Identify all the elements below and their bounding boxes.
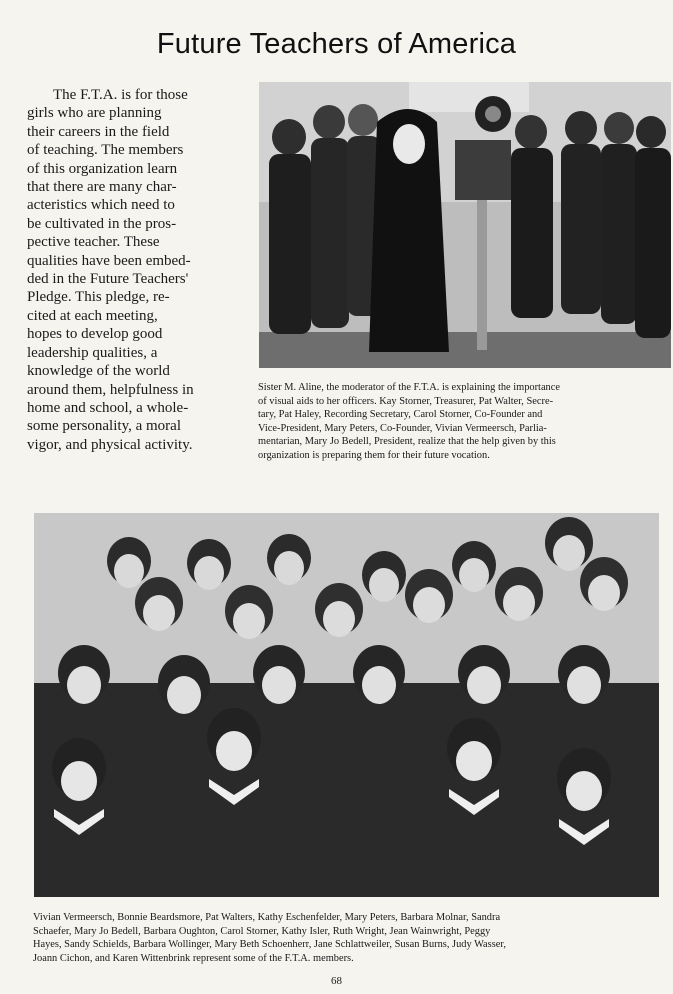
caption-line: Vivian Vermeersch, Bonnie Beardsmore, Pat Walters, Kathy Eschenfelder, Mary Peters, Barbara Molnar, Sandra <box>33 912 501 923</box>
intro-line: be cultivated in the pros- <box>27 215 177 232</box>
members-photo-caption <box>33 911 658 965</box>
page-title: Future Teachers of America <box>156 28 517 60</box>
intro-line: The F.T.A. is for those <box>53 87 188 103</box>
caption-line: Hayes, Sandy Schields, Barbara Wollinger, Mary Beth Schoenherr, Jane Schlattweiler, Susan Burns, Judy Wasser, <box>33 939 506 951</box>
caption-line: tary, Pat Haley, Recording Secretary, Carol Storner, Co-Founder and <box>258 409 543 421</box>
caption-line: mentarian, Mary Jo Bedell, President, realize that the help given by this <box>258 436 556 448</box>
caption-line: of visual aids to her officers. Kay Storner, Treasurer, Pat Walter, Secre- <box>258 395 554 407</box>
intro-line: pective teacher. These <box>27 234 160 251</box>
members-group-photo <box>34 513 659 897</box>
intro-line: ded in the Future Teachers' <box>27 271 189 288</box>
intro-line: girls who are planning <box>27 105 162 122</box>
intro-line: knowledge of the world <box>27 363 170 380</box>
intro-line: some personality, a moral <box>27 418 181 435</box>
caption-line: organization is preparing them for their future vocation. <box>258 449 490 461</box>
intro-line: acteristics which need to <box>27 197 175 214</box>
intro-line: of teaching. The members <box>27 142 184 159</box>
intro-line: qualities have been embed- <box>27 252 191 269</box>
intro-line: around them, helpfulness in <box>27 381 194 398</box>
intro-line: Pledge. This pledge, re- <box>27 289 170 306</box>
officers-photo <box>259 82 671 368</box>
intro-line: home and school, a whole- <box>27 399 189 416</box>
intro-line: leadership qualities, a <box>27 344 158 361</box>
intro-line: of this organization learn <box>27 160 178 177</box>
intro-line: cited at each meeting, <box>27 307 158 324</box>
officers-photo-caption <box>258 381 670 463</box>
caption-line: Joann Cichon, and Karen Wittenbrink represent some of the F.T.A. members. <box>33 952 354 964</box>
intro-line: that there are many char- <box>27 179 177 196</box>
caption-line: Vice-President, Mary Peters, Co-Founder, Vivian Vermeersch, Parlia- <box>258 422 547 434</box>
intro-paragraph <box>27 86 239 454</box>
caption-line: Sister M. Aline, the moderator of the F.T.A. is explaining the importance <box>258 382 560 393</box>
intro-line: hopes to develop good <box>27 326 163 343</box>
caption-line: Schaefer, Mary Jo Bedell, Barbara Oughton, Carol Storner, Kathy Isler, Ruth Wright, Jean Wainwright, Peggy <box>33 925 491 937</box>
page-number: 68 <box>331 975 342 987</box>
intro-line: vigor, and physical activity. <box>27 436 193 453</box>
intro-line: their careers in the field <box>27 123 170 140</box>
